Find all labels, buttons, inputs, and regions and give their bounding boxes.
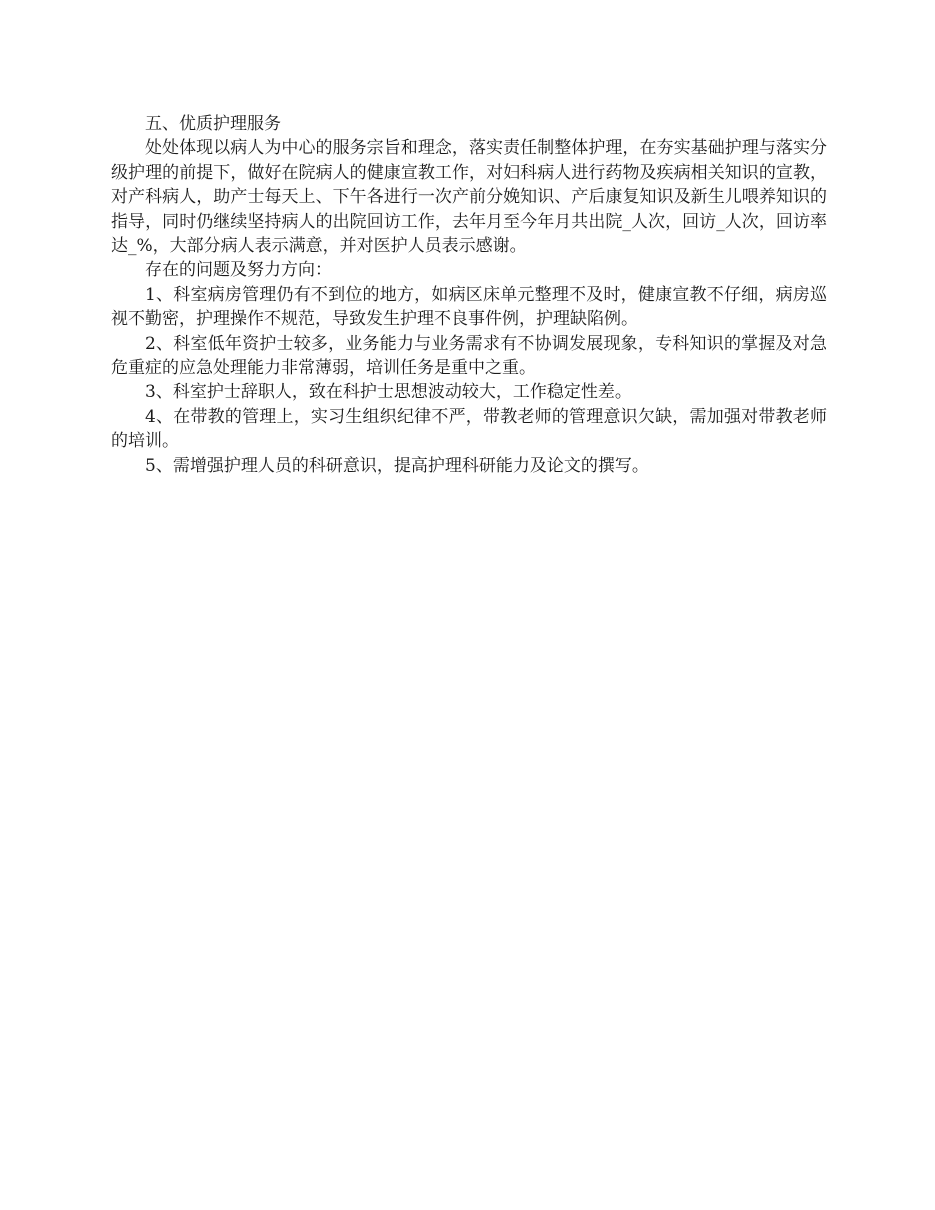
problem-item-3: 3、科室护士辞职人，致在科护士思想波动较大，工作稳定性差。 [145, 382, 632, 403]
problem-item-2: 2、科室低年资护士较多，业务能力与业务需求有不协调发展现象，专科知识的掌握及对急危重症的应急处理能力非常薄弱，培训任务是重中之重。 [111, 333, 827, 379]
section-heading: 五、优质护理服务 [145, 114, 281, 134]
problem-item-4: 4、在带教的管理上，实习生组织纪律不严，带教老师的管理意识欠缺，需加强对带教老师的培训。 [111, 406, 827, 452]
service-paragraph: 处处体现以病人为中心的服务宗旨和理念，落实责任制整体护理，在夯实基础护理与落实分级护理的前提下，做好在院病人的健康宣教工作，对妇科病人进行药物及疾病相关知识的宣教，对产科病人，助产士每天上、下午各进行一次产前分娩知识、产后康复知识及新生儿喂养知识的指导，同时仍继续坚持病人的出院回访工作，去年月至今年月共出院_人次，回访_人次，回访率达_%，大部分病人表示满意，并对医护人员表示感谢。 [111, 138, 827, 257]
problem-item-5: 5、需增强护理人员的科研意识，提高护理科研能力及论文的撰写。 [145, 455, 649, 476]
problems-heading: 存在的问题及努力方向： [145, 260, 332, 281]
problem-item-1: 1、科室病房管理仍有不到位的地方，如病区床单元整理不及时，健康宣教不仔细，病房巡视不勤密，护理操作不规范，导致发生护理不良事件例，护理缺陷例。 [111, 284, 827, 330]
document-page [111, 112, 827, 478]
